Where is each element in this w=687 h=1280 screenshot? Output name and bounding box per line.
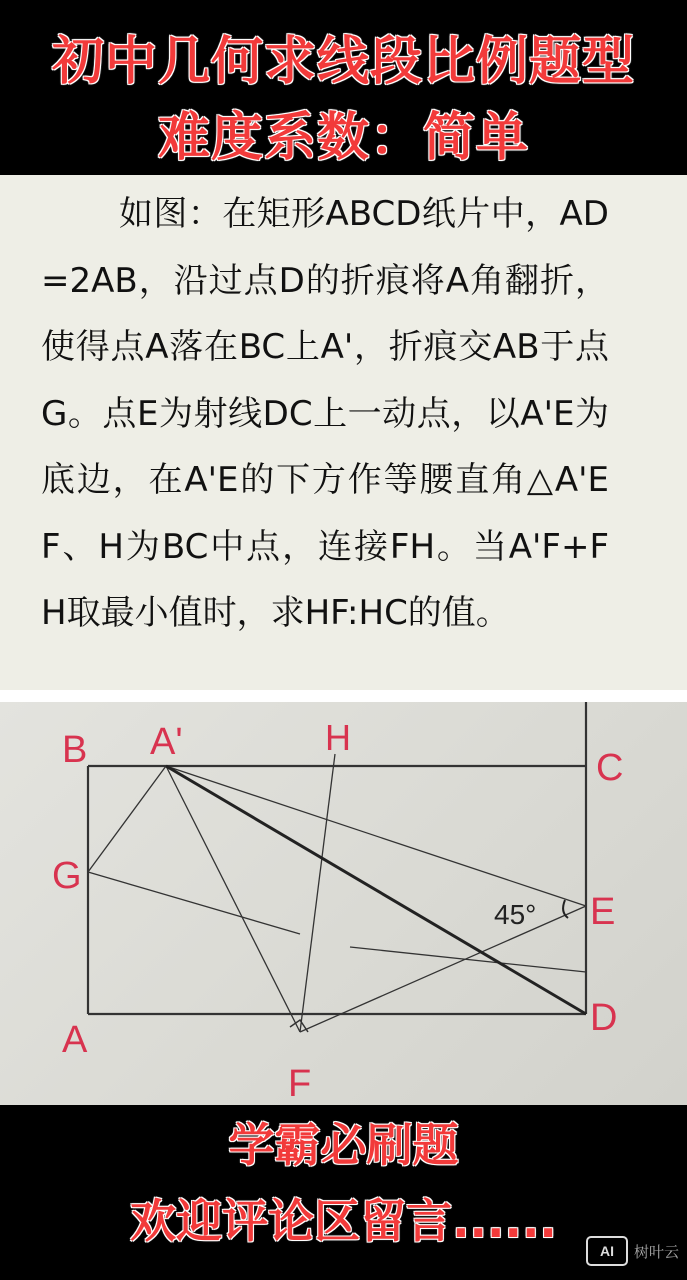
label-H: H	[325, 717, 351, 758]
label-A: A	[62, 1019, 88, 1061]
label-E: E	[590, 891, 616, 933]
segment-G-aux	[88, 872, 300, 934]
geometry-figure	[0, 702, 687, 1105]
problem-statement: 如图：在矩形ABCD纸片中，AD=2AB，沿过点D的折痕将A角翻折，使得点A落在BC上A'，折痕交AB于点G。点E为射线DC上一动点，以A'E为底边，在A'E的下方作等腰直角△A'EF、H为BC中点，连接FH。当A'F+FH取最小值时，求HF:HC的值。	[41, 194, 609, 633]
label-D: D	[590, 997, 618, 1039]
label-B: B	[62, 729, 88, 771]
difficulty-label: 难度系数：简单	[157, 108, 529, 168]
segment-A-prime-E	[166, 766, 586, 906]
footer-slogan: 学霸必刷题	[228, 1118, 459, 1172]
label-F: F	[288, 1063, 312, 1105]
label-A-prime: A'	[150, 721, 183, 763]
problem-panel	[0, 175, 687, 690]
label-G: G	[52, 855, 82, 897]
label-angle: 45°	[494, 899, 537, 930]
segment-GA-prime	[88, 766, 166, 872]
figure-svg	[0, 702, 687, 1105]
watermark-text: 树叶云	[633, 1242, 679, 1261]
divider	[0, 690, 687, 702]
ai-logo-icon: AI	[586, 1236, 628, 1266]
segment-D-aux	[350, 947, 586, 972]
footer-comment-prompt: 欢迎评论区留言......	[130, 1194, 557, 1248]
label-C: C	[596, 747, 624, 789]
page-title: 初中几何求线段比例题型	[51, 32, 635, 92]
watermark	[586, 1236, 679, 1266]
footer	[0, 1105, 687, 1280]
header	[0, 0, 687, 175]
segment-HF	[300, 754, 335, 1032]
